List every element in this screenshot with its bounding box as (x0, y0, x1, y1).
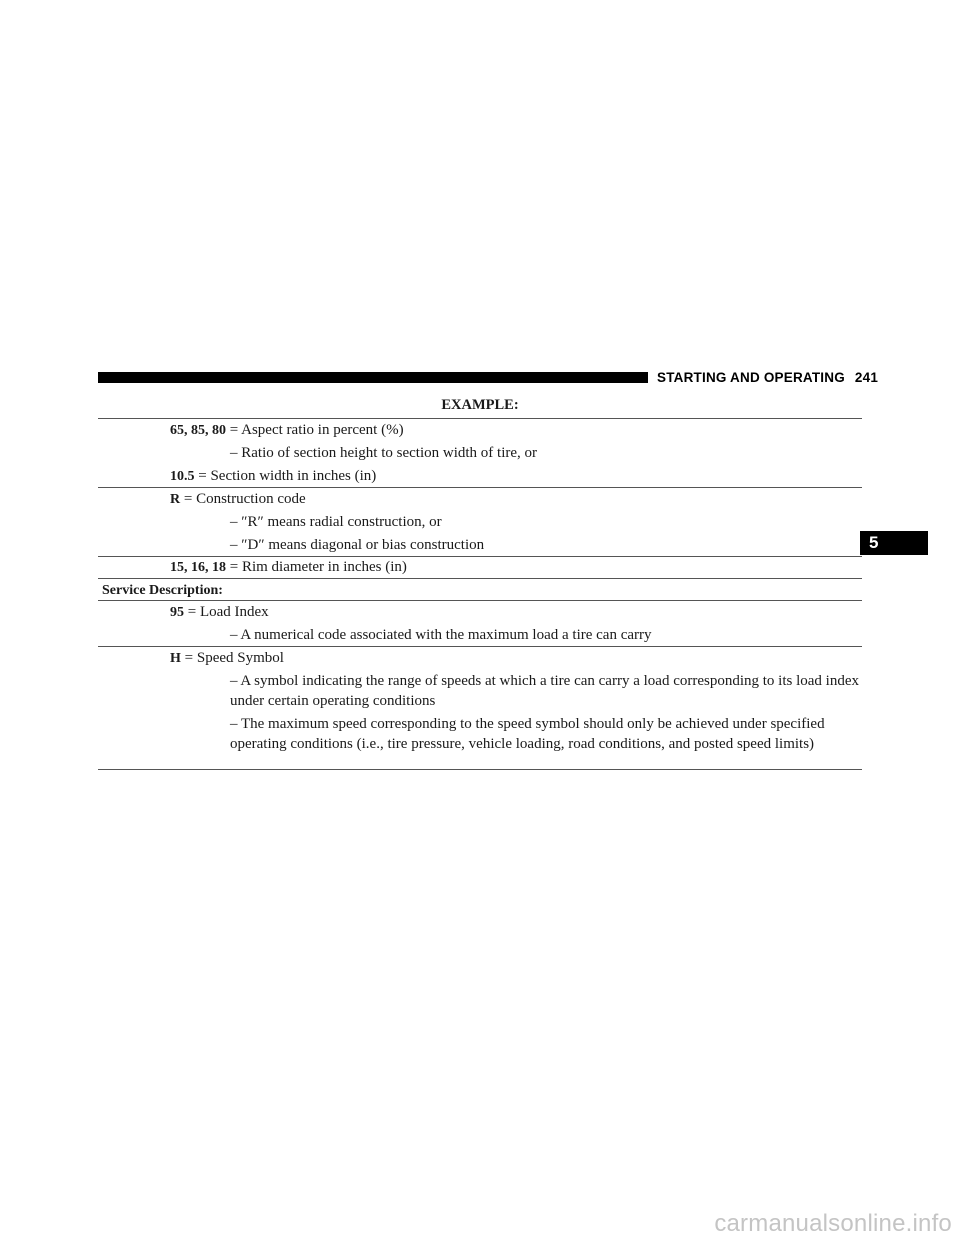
section-header (657, 370, 878, 385)
aspect-ratio-note: – Ratio of section height to section width of tire, or (230, 445, 538, 461)
section-width-row (170, 466, 376, 487)
aspect-ratio-row (170, 420, 404, 441)
service-description-label: Service Description: (102, 583, 223, 598)
rim-diameter-row (170, 557, 407, 578)
section-width-term: 10.5 (170, 469, 195, 484)
load-index-definition: = Load Index (187, 604, 269, 620)
row-divider (98, 600, 862, 601)
chapter-tab: 5 (860, 531, 928, 555)
speed-symbol-note-maximum: – The maximum speed corresponding to the speed symbol should only be achieved under specified operating conditions (i.e., tire pressure, vehicle loading, road conditions, and posted speed limits) (230, 716, 825, 752)
rim-diameter-definition: = Rim diameter in inches (in) (229, 559, 407, 575)
speed-symbol-note-range: – A symbol indicating the range of speeds at which a tire can carry a load corresponding to its load index under certain operating conditions (230, 673, 859, 709)
table-bottom-rule (98, 769, 862, 770)
speed-symbol-term: H (170, 651, 181, 666)
row-divider (98, 578, 862, 579)
speed-symbol-definition: = Speed Symbol (184, 650, 284, 666)
section-title: STARTING AND OPERATING (657, 370, 845, 385)
speed-symbol-row (170, 648, 284, 669)
row-divider (98, 487, 862, 488)
aspect-ratio-term: 65, 85, 80 (170, 423, 226, 438)
construction-row (170, 489, 306, 510)
construction-note-radial: – ″R″ means radial construction, or (230, 514, 442, 530)
construction-term: R (170, 492, 181, 507)
load-index-note: – A numerical code associated with the maximum load a tire can carry (230, 627, 652, 643)
row-divider (98, 646, 862, 647)
service-description-row (102, 580, 223, 601)
row-divider (98, 418, 862, 419)
construction-note-diagonal: – ″D″ means diagonal or bias construction (230, 537, 485, 553)
example-heading: EXAMPLE: (441, 397, 519, 413)
load-index-term: 95 (170, 605, 184, 620)
header-rule-bar (98, 372, 648, 383)
section-width-definition: = Section width in inches (in) (198, 468, 377, 484)
load-index-row (170, 602, 269, 623)
rim-diameter-term: 15, 16, 18 (170, 560, 226, 575)
aspect-ratio-definition: = Aspect ratio in percent (%) (229, 422, 404, 438)
page-number: 241 (854, 370, 879, 385)
construction-definition: = Construction code (183, 491, 306, 507)
site-watermark: carmanualsonline.info (714, 1210, 952, 1237)
